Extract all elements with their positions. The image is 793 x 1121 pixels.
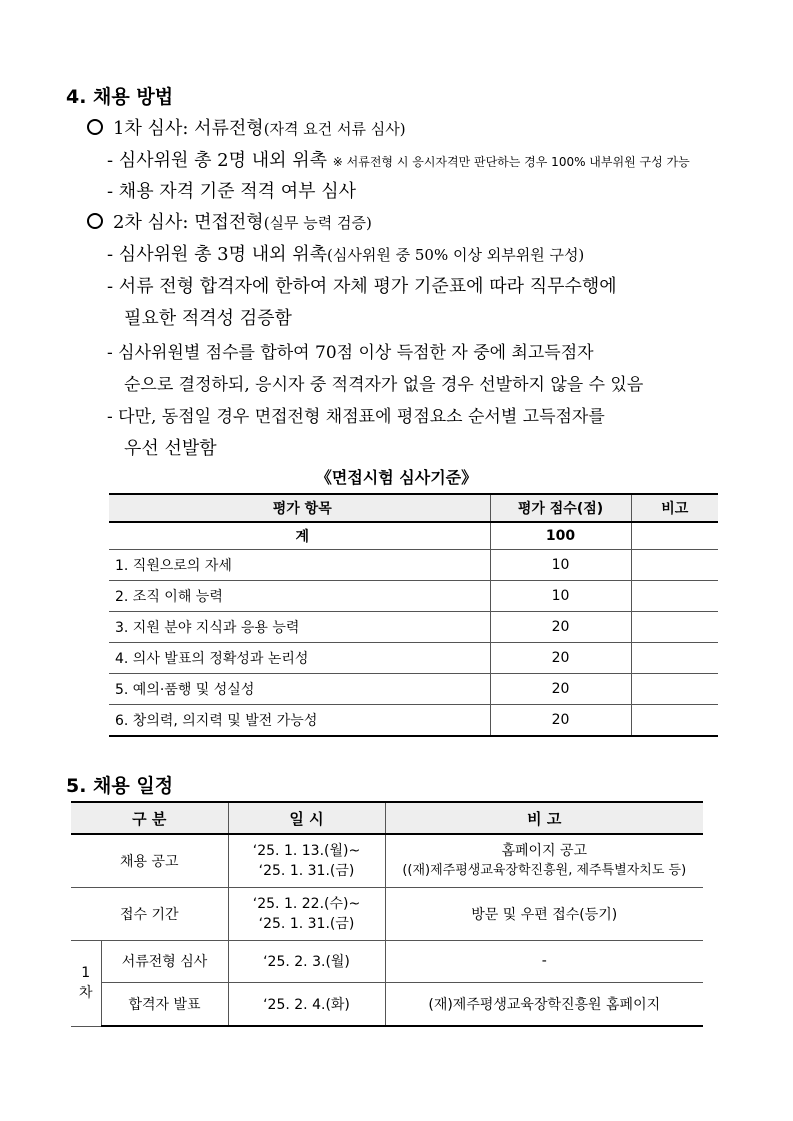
row-note bbox=[631, 643, 718, 674]
section5-title: 5. 채용 일정 bbox=[66, 775, 174, 797]
table-row bbox=[71, 834, 703, 887]
schedule-label: 서류전형 심사 bbox=[101, 940, 228, 982]
schedule-note bbox=[385, 834, 703, 887]
table-header-row bbox=[109, 494, 718, 522]
header-score: 평가 점수(점) bbox=[490, 494, 631, 522]
schedule-header-row bbox=[71, 802, 703, 834]
row-score: 20 bbox=[490, 705, 631, 737]
schedule-date: ‘25. 2. 4.(화) bbox=[228, 982, 385, 1026]
stage2-item-2-line-2: 필요한 적격성 검증함 bbox=[124, 308, 292, 329]
interview-criteria-table bbox=[109, 493, 718, 737]
section4-title: 4. 채용 방법 bbox=[66, 86, 174, 108]
stage2-item-4-line-2: 우선 선발함 bbox=[124, 438, 217, 459]
row-note bbox=[631, 705, 718, 737]
header-note: 비고 bbox=[631, 494, 718, 522]
stage2-item-1-paren: (심사위원 중 50% 이상 외부위원 구성) bbox=[327, 246, 585, 264]
stage2-item-4-line-1: - 다만, 동점일 경우 면접전형 채점표에 평점요소 순서별 고득점자를 bbox=[107, 407, 605, 427]
table-row bbox=[109, 550, 718, 581]
schedule-note-line-2: ((재)제주평생교육장학진흥원, 제주특별자치도 등) bbox=[402, 862, 687, 878]
schedule-date-line-1: ‘25. 1. 13.(월)~ bbox=[252, 842, 361, 859]
stage2-item-3-line-2: 순으로 결정하되, 응시자 중 적격자가 없을 경우 선발하지 않을 수 있음 bbox=[124, 375, 644, 395]
schedule-header-note: 비 고 bbox=[385, 802, 703, 834]
table-total-row bbox=[109, 522, 718, 550]
total-label: 계 bbox=[109, 522, 490, 550]
stage2-heading bbox=[87, 208, 372, 234]
circle-bullet-icon bbox=[87, 119, 103, 135]
stage1-heading-text: 1차 심사: 서류전형 bbox=[113, 118, 264, 139]
row-item: 4. 의사 발표의 정확성과 논리성 bbox=[109, 643, 490, 674]
row-score: 10 bbox=[490, 550, 631, 581]
stage1-item-2: - 채용 자격 기준 적격 여부 심사 bbox=[107, 181, 357, 202]
row-item: 2. 조직 이해 능력 bbox=[109, 581, 490, 612]
stage2-heading-paren: (실무 능력 검증) bbox=[263, 214, 372, 232]
stage2-item-3-line-1: - 심사위원별 점수를 합하여 70점 이상 득점한 자 중에 최고득점자 bbox=[107, 343, 594, 363]
schedule-date-line-1: ‘25. 1. 22.(수)~ bbox=[252, 895, 361, 912]
circle-bullet-icon bbox=[87, 213, 103, 229]
row-note bbox=[631, 674, 718, 705]
schedule-date-line-2: ‘25. 1. 31.(금) bbox=[258, 862, 355, 879]
stage2-item-2-line-1: - 서류 전형 합격자에 한하여 자체 평가 기준표에 따라 직무수행에 bbox=[107, 276, 617, 297]
table-row bbox=[109, 674, 718, 705]
schedule-note-line-1: 홈페이지 공고 bbox=[501, 842, 588, 859]
schedule-note: (재)제주평생교육장학진흥원 홈페이지 bbox=[385, 982, 703, 1026]
schedule-date-line-2: ‘25. 1. 31.(금) bbox=[258, 915, 355, 932]
schedule-header-category: 구 분 bbox=[71, 802, 228, 834]
header-item: 평가 항목 bbox=[109, 494, 490, 522]
row-score: 10 bbox=[490, 581, 631, 612]
total-value: 100 bbox=[490, 522, 631, 550]
table-caption: 《면접시험 심사기준》 bbox=[315, 468, 478, 487]
row-score: 20 bbox=[490, 612, 631, 643]
schedule-date bbox=[228, 887, 385, 940]
schedule-date bbox=[228, 834, 385, 887]
row-note bbox=[631, 612, 718, 643]
schedule-table bbox=[71, 801, 703, 1027]
row-item: 1. 직원으로의 자세 bbox=[109, 550, 490, 581]
schedule-label: 채용 공고 bbox=[71, 834, 228, 887]
schedule-label: 접수 기간 bbox=[71, 887, 228, 940]
stage1-group-label bbox=[71, 940, 101, 1026]
table-row bbox=[71, 982, 703, 1026]
table-row bbox=[109, 643, 718, 674]
row-note bbox=[631, 550, 718, 581]
stage2-item-1-text: - 심사위원 총 3명 내외 위촉 bbox=[107, 244, 328, 265]
total-note bbox=[631, 522, 718, 550]
schedule-date: ‘25. 2. 3.(월) bbox=[228, 940, 385, 982]
table-row bbox=[71, 940, 703, 982]
schedule-header-date: 일 시 bbox=[228, 802, 385, 834]
table-row bbox=[109, 705, 718, 737]
row-score: 20 bbox=[490, 674, 631, 705]
stage1-item-1-text: - 심사위원 총 2명 내외 위촉 bbox=[107, 150, 328, 171]
stage2-heading-text: 2차 심사: 면접전형 bbox=[113, 212, 264, 233]
row-item: 5. 예의·품행 및 성실성 bbox=[109, 674, 490, 705]
stage2-item-1 bbox=[107, 240, 584, 266]
stage1-item-1 bbox=[107, 146, 690, 172]
table-row bbox=[71, 887, 703, 940]
stage1-heading bbox=[87, 114, 406, 140]
stage1-group-label-a: 1 bbox=[81, 965, 91, 981]
stage1-group-label-b: 차 bbox=[78, 985, 93, 1001]
schedule-note: 방문 및 우편 접수(등기) bbox=[385, 887, 703, 940]
row-score: 20 bbox=[490, 643, 631, 674]
row-note bbox=[631, 581, 718, 612]
schedule-note: - bbox=[385, 940, 703, 982]
row-item: 6. 창의력, 의지력 및 발전 가능성 bbox=[109, 705, 490, 737]
table-row bbox=[109, 612, 718, 643]
stage1-item-1-note: ※ 서류전형 시 응시자격만 판단하는 경우 100% 내부위원 구성 가능 bbox=[332, 155, 690, 169]
stage1-heading-paren: (자격 요건 서류 심사) bbox=[263, 120, 406, 138]
row-item: 3. 지원 분야 지식과 응용 능력 bbox=[109, 612, 490, 643]
table-row bbox=[109, 581, 718, 612]
schedule-label: 합격자 발표 bbox=[101, 982, 228, 1026]
